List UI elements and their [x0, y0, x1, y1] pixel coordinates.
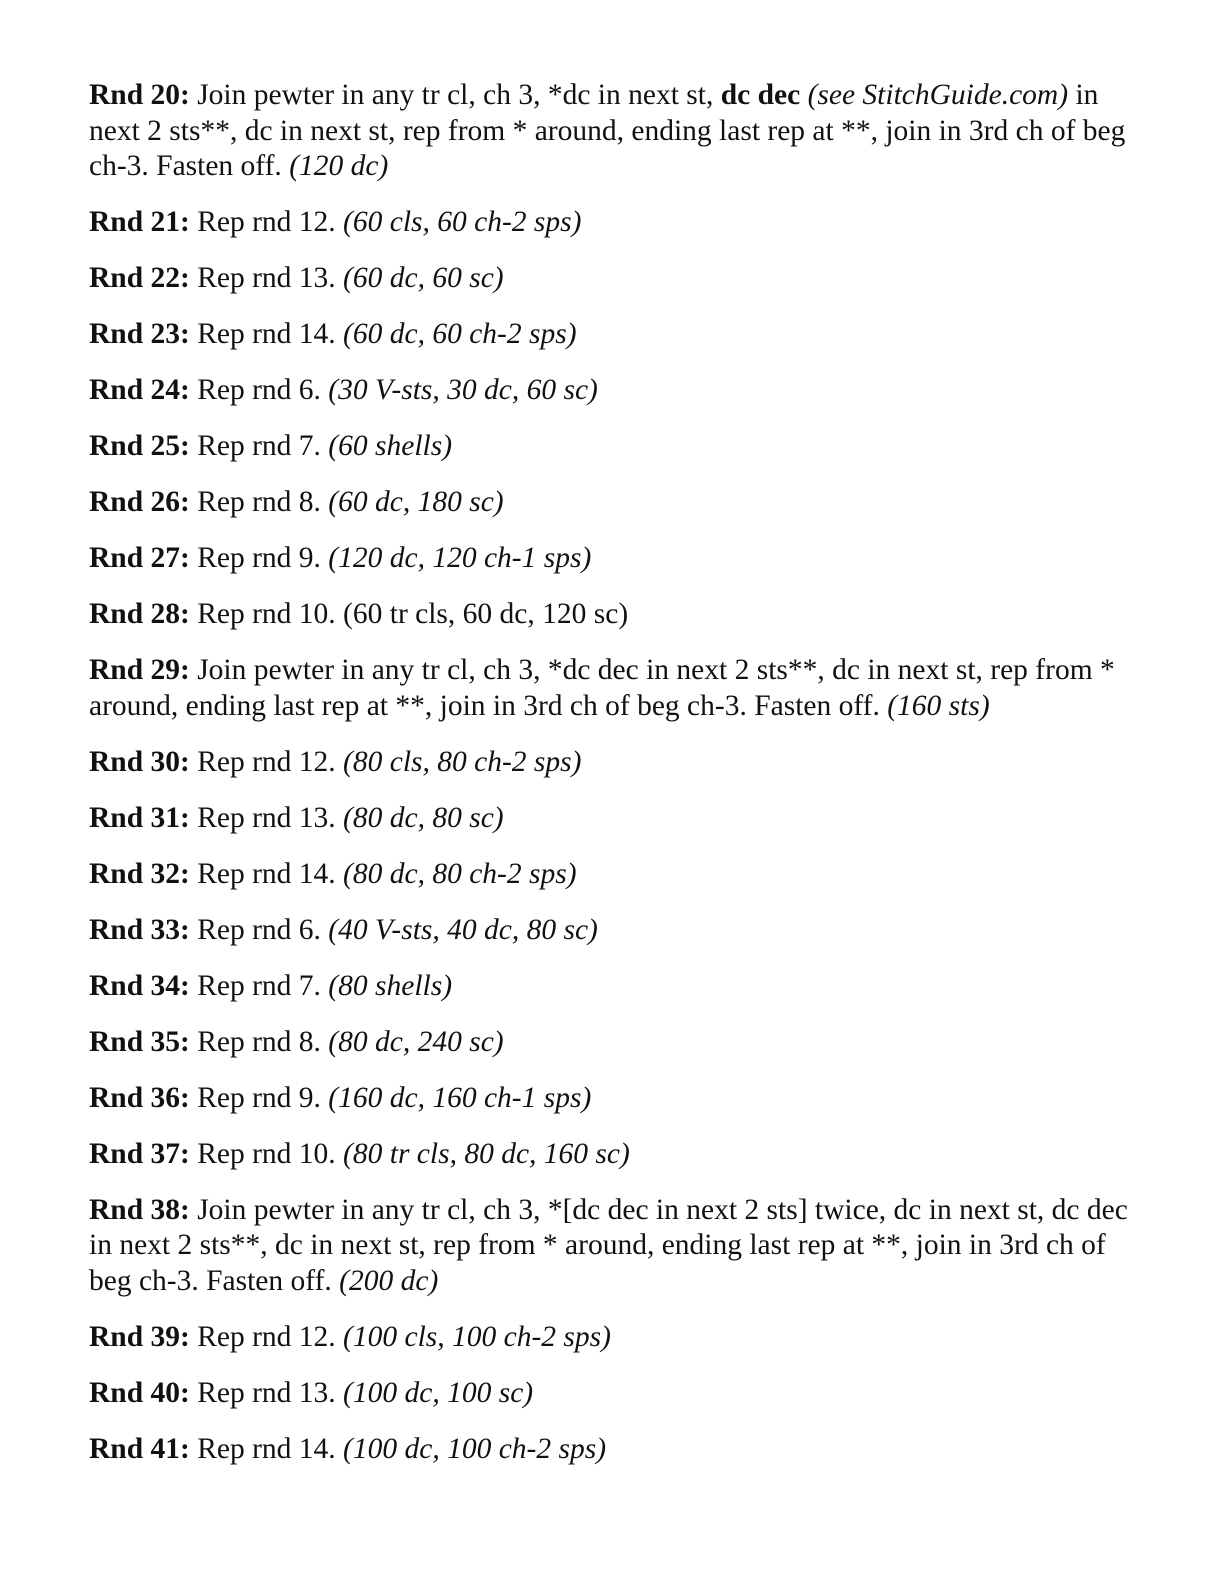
stitch-count: (40 V-sts, 40 dc, 80 sc)	[328, 913, 598, 946]
round-paragraph	[89, 597, 1129, 633]
stitch-count: (80 tr cls, 80 dc, 160 sc)	[343, 1137, 630, 1170]
stitch-count: (60 dc, 180 sc)	[328, 486, 504, 518]
instruction-text: Rep rnd 12.	[189, 1320, 344, 1353]
round-label: Rnd 25:	[89, 430, 190, 462]
stitch-count: (80 dc, 80 sc)	[343, 801, 504, 834]
round-paragraph	[89, 801, 1129, 837]
stitch-count: (160 dc, 160 ch-1 sps)	[328, 1081, 592, 1114]
round-paragraph	[89, 1320, 1129, 1356]
stitch-count: (100 dc, 100 sc)	[343, 1376, 534, 1409]
stitch-count: (60 dc, 60 sc)	[343, 262, 504, 294]
round-paragraph	[89, 653, 1129, 724]
instruction-text: Rep rnd 9.	[189, 542, 329, 574]
instruction-text: Rep rnd 13.	[189, 801, 344, 834]
round-paragraph	[89, 913, 1129, 949]
round-paragraph	[89, 1081, 1129, 1117]
round-label: Rnd 22:	[89, 262, 190, 294]
stitch-count: (30 V-sts, 30 dc, 60 sc)	[328, 374, 598, 406]
instruction-text	[800, 79, 807, 111]
round-label: Rnd 30:	[89, 745, 190, 778]
round-paragraph	[89, 261, 1129, 297]
instruction-text: Rep rnd 7.	[189, 969, 329, 1002]
stitch-count: (200 dc)	[339, 1264, 439, 1297]
instruction-text: Rep rnd 9.	[189, 1081, 329, 1114]
stitch-count: (120 dc)	[289, 150, 389, 182]
round-label: Rnd 20:	[89, 79, 190, 111]
round-label: Rnd 21:	[89, 206, 190, 238]
round-label: Rnd 27:	[89, 542, 190, 574]
stitch-count: (120 dc, 120 ch-1 sps)	[328, 542, 592, 574]
round-paragraph	[89, 373, 1129, 409]
stitch-count: (100 dc, 100 ch-2 sps)	[343, 1432, 607, 1465]
stitch-term: dc dec	[720, 79, 801, 111]
instruction-text: Rep rnd 10. (60 tr cls, 60 dc, 120 sc)	[189, 598, 629, 630]
instruction-text: Rep rnd 8.	[189, 1025, 329, 1058]
round-label: Rnd 24:	[89, 374, 190, 406]
round-paragraph	[89, 485, 1129, 521]
stitch-count: (see StitchGuide.com)	[807, 79, 1069, 111]
instruction-text: Rep rnd 14.	[189, 857, 344, 890]
stitch-count: (160 sts)	[887, 689, 990, 722]
round-label: Rnd 35:	[89, 1025, 190, 1058]
stitch-count: (100 cls, 100 ch-2 sps)	[343, 1320, 611, 1353]
round-label: Rnd 37:	[89, 1137, 190, 1170]
round-label: Rnd 36:	[89, 1081, 190, 1114]
round-paragraph	[89, 1193, 1129, 1300]
instruction-text: Rep rnd 14.	[189, 318, 344, 350]
stitch-count: (80 cls, 80 ch-2 sps)	[343, 745, 582, 778]
instruction-text: in next 2 sts**, dc in next st, rep from * around, ending last rep at **, join in 3rd ch of beg ch-3. Fasten off.	[89, 79, 1126, 182]
round-paragraph	[89, 429, 1129, 465]
stitch-count: (60 shells)	[328, 430, 453, 462]
round-paragraph	[89, 78, 1129, 185]
round-paragraph	[89, 1432, 1129, 1468]
round-label: Rnd 38:	[89, 1193, 190, 1226]
instruction-text: Rep rnd 13.	[189, 1376, 344, 1409]
round-paragraph	[89, 541, 1129, 577]
round-paragraph	[89, 205, 1129, 241]
round-label: Rnd 32:	[89, 857, 190, 890]
round-label: Rnd 33:	[89, 913, 190, 946]
round-paragraph	[89, 1025, 1129, 1061]
instruction-text: Rep rnd 6.	[189, 374, 329, 406]
instruction-text: Rep rnd 7.	[189, 430, 329, 462]
round-paragraph	[89, 857, 1129, 893]
round-label: Rnd 40:	[89, 1376, 190, 1409]
stitch-count: (60 cls, 60 ch-2 sps)	[343, 206, 582, 238]
round-paragraph	[89, 745, 1129, 781]
round-label: Rnd 26:	[89, 486, 190, 518]
pattern-instructions	[89, 78, 1129, 1488]
round-paragraph	[89, 1137, 1129, 1173]
round-label: Rnd 29:	[89, 654, 190, 686]
instruction-text: Join pewter in any tr cl, ch 3, *dc dec in next 2 sts**, dc in next st, rep from * around, ending last rep at **, join in 3rd ch of beg ch-3. Fasten off.	[89, 654, 1115, 722]
instruction-text: Rep rnd 13.	[189, 262, 344, 294]
instruction-text: Rep rnd 8.	[189, 486, 329, 518]
round-paragraph	[89, 969, 1129, 1005]
round-label: Rnd 39:	[89, 1320, 190, 1353]
instruction-text: Rep rnd 12.	[189, 206, 344, 238]
instruction-text: Rep rnd 14.	[189, 1432, 344, 1465]
stitch-count: (80 dc, 240 sc)	[328, 1025, 504, 1058]
round-label: Rnd 34:	[89, 969, 190, 1002]
instruction-text: Join pewter in any tr cl, ch 3, *dc in next st,	[189, 79, 721, 111]
round-label: Rnd 31:	[89, 801, 190, 834]
round-paragraph	[89, 317, 1129, 353]
round-paragraph	[89, 1376, 1129, 1412]
round-label: Rnd 41:	[89, 1432, 190, 1465]
instruction-text: Join pewter in any tr cl, ch 3, *[dc dec in next 2 sts] twice, dc in next st, dc dec in next 2 sts**, dc in next st, rep from * around, ending last rep at **, join in 3rd ch of beg ch-3. Fasten off.	[89, 1193, 1128, 1297]
instruction-text: Rep rnd 12.	[189, 745, 344, 778]
instruction-text: Rep rnd 6.	[189, 913, 329, 946]
stitch-count: (60 dc, 60 ch-2 sps)	[343, 318, 577, 350]
instruction-text: Rep rnd 10.	[189, 1137, 344, 1170]
round-label: Rnd 23:	[89, 318, 190, 350]
stitch-count: (80 shells)	[328, 969, 453, 1002]
stitch-count: (80 dc, 80 ch-2 sps)	[343, 857, 577, 890]
round-label: Rnd 28:	[89, 598, 190, 630]
